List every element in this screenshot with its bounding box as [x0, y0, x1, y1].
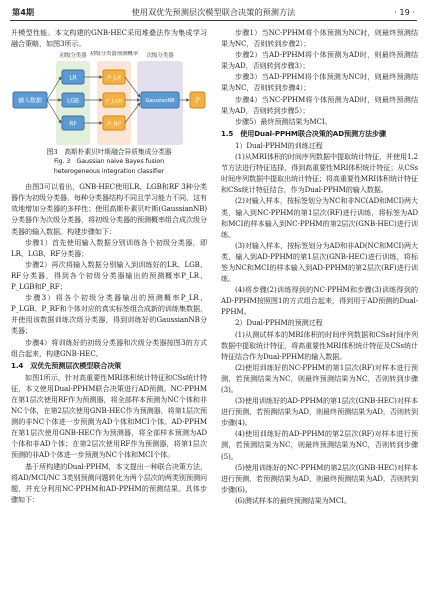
running-title: 使用双优先预测层次模型联合决策的预测方法	[131, 7, 296, 17]
decision-step-2: 步骤2）当AD-PPHM将个体预测为AD时，则最终预测结果为AD，否则转到步骤3）；	[221, 50, 418, 71]
step-3: 步骤3）将各个初级分类器输出的预测概率P_LR、P_LGB、P_RF和个体对应的真实标签组合成新的训练集数据，并使用该数据训练次级分类器，得到训练好的GaussianNB分类器；	[11, 293, 207, 336]
running-header	[12, 7, 415, 21]
decision-step-3: 步骤3）当AD-PPHM将个体预测为NC时，则最终预测结果为NC，否则转到步骤4）；	[221, 72, 418, 93]
plgb-label: P_LGB	[105, 98, 123, 105]
paragraph-fig-desc: 由图3可以看出，GNB-HEC使用LR、LGB和RF 3种分类器作为初级分类器，每种分类器结构不同且学习能力不同，这有效地增加分类器的多样性；使用高斯朴素贝叶斯(GaussianNB)分类器作为次级分类器，将初级分类器的预测概率组合成次级分类器的输入数据。构建步骤如下：	[11, 182, 207, 236]
label-proba: 初级分类器预测概率	[89, 51, 139, 58]
decision-step-1: 步骤1）当NC-PPHM将个体预测为NC时，则最终预测结果为NC，否则转到步骤2）；	[221, 28, 418, 49]
prediction-heading: 2）Dual-PPHM的预测过程	[235, 318, 323, 328]
paragraph-dual-pphm: 如图1所示，针对高重要性MRI体积统计特征和CSs统计特征，本文使用Dual-PPHM联合决策进行AD预测。NC-PPHM在第1层次使用RF作为预测器，将全部样本预测为NC个体和非NC个体，在第2层次使用GNB-HEC作为预测器，将第1层次预测的非NC个体进一步预测为AD个体和MCI个体。AD-PPHM在第1层次使用GNB-HEC作为预测器，将全部样本预测为AD个体和非AD个体；在第2层次使用RF作为预测器，将第1层次预测的非AD个体进一步预测为NC个体和MCI个体。	[11, 372, 207, 460]
step-2: 步骤2）再次将输入数据分别输入到训练好的LR、LGB、RF分类器，得到各个初级分类器输出的预测概率P_LR、P_LGB和P_RF；	[11, 259, 207, 292]
gnb-label: GaussianNB	[145, 98, 175, 105]
issue-number: 第4期	[12, 7, 35, 17]
prediction-step-2: (2)使用训练好的NC-PPHM的第1层次(RF)对样本进行预测，若预测结果为NC，则最终预测结果为NC，否则转到步骤(3)。	[221, 362, 418, 394]
training-heading: 1）Dual-PPHM的训练过程	[235, 140, 323, 150]
lr-label: LR	[69, 74, 77, 82]
prediction-step-6: (6)测试样本的最终预测结果为MCI。	[235, 495, 351, 505]
prf-label: P_RF	[106, 121, 122, 128]
caption-en-1: Fig. 3 Gaussian naive Bayes fusion	[53, 158, 165, 166]
section-1-4-heading: 1.4 双优先预测层次模型联合决策	[11, 360, 122, 370]
rf-label: RF	[69, 120, 77, 128]
right-column	[221, 27, 418, 506]
training-step-2: (2)对输入样本，按标签划分为NC和非NC(AD和MCI)两大类，输入到NC-PPHM的第1层次(RF)进行训练，将标签为AD和MCI的样本输入到NC-PPHM的第2层次(GNB-HEC)进行训练。	[221, 196, 418, 239]
label-primary: 初级分类器	[59, 53, 87, 60]
left-column	[11, 27, 207, 505]
output-p-label: P	[195, 97, 200, 105]
figure-caption	[11, 147, 207, 177]
prediction-step-1: (1)从测试样本的MRI体积的时间序列数据和CSs时间序列数据中提取统计特征，将高重要性MRI体积统计特征及CSs统计特征结合作为Dual-PPHM的输入数据。	[221, 329, 418, 361]
paragraph-joint-decision: 基于所构建的Dual-PPHM，本文提出一种联合决策方法，将AD/MCI/NC 3类别预测问题转化为两个层次的两类别预测问题，并充分利用NC-PPHM和AD-PPHM的预测结果。具体步骤如下：	[11, 461, 207, 504]
section-1-5-heading: 1.5 使用Dual-PPHM联合决策的AD预测方法步骤	[221, 128, 386, 138]
figure-3	[11, 51, 207, 147]
paragraph-intro: 升模型性能。本文构建的GNB-HEC采用堆叠法作为集成学习融合策略，如图3所示。	[11, 28, 207, 49]
input-label: 输入数据	[18, 97, 42, 105]
caption-zh: 图3 高斯朴素贝叶斯融合异质集成分类器	[46, 148, 172, 157]
plr-label: P_LR	[107, 75, 121, 82]
step-4: 步骤4）将训练好的初级分类器和次级分类器按图3的方式组合起来，构建GNB-HEC。	[11, 337, 207, 358]
training-step-1: (1)从MRI体积的时间序列数据中提取统计特征，并使用1.2节方法进行特征选择，得到高重要性MRI体积统计特征；从CSs时间序列数据中提取出统计特征；将高重要性MRI体积统计特征和CSs统计特征结合，作为Dual-PPHM的输入数据。	[221, 152, 418, 195]
label-secondary: 次级分类器	[146, 53, 174, 60]
caption-en-2: heterogeneous integration classifier	[53, 168, 165, 176]
prediction-step-5: (5)使用训练好的NC-PPHM的第2层次(GNB-HEC)对样本进行预测，若预测结果为AD，则最终预测结果为AD，否则转到步骤(6)。	[221, 462, 418, 494]
training-step-3: (3)对输入样本，按标签划分为AD和非AD(NC和MCI)两大类，输入到AD-PPHM的第1层次(GNB-HEC)进行训练，将标签为NC和MCI的样本输入到AD-PPHM的第2层次(RF)进行训练。	[221, 240, 418, 284]
page-number: · 19 ·	[394, 7, 415, 17]
prediction-step-3: (3)使用训练好的AD-PPHM的第1层次(GNB-HEC)对样本进行预测，若预测结果为AD，则最终预测结果为AD，否则转到步骤(4)。	[221, 396, 418, 428]
training-step-4: (4)将步骤(2)训练得到的NC-PPHM和步骤(3)训练得到的AD-PPHM按照图1的方式组合起来，得到用于AD预测的Dual-PPHM。	[221, 285, 418, 317]
decision-step-4: 步骤4）当NC-PPHM将个体预测为AD时，则最终预测结果为AD，否则转到步骤5）；	[221, 94, 418, 115]
step-1: 步骤1）首先使用输入数据分别训练各个初级分类器，即LR、LGB、RF分类器；	[11, 237, 207, 258]
decision-step-5: 步骤5）最终预测结果为MCI。	[235, 116, 332, 126]
prediction-step-4: (4)使用训练好的AD-PPHM的第2层次(RF)对样本进行预测，若预测结果为NC，则最终预测结果为NC，否则转到步骤(5)。	[221, 429, 418, 461]
lgb-label: LGB	[67, 97, 79, 105]
gnb-hec-diagram	[11, 51, 207, 147]
header-rule	[10, 20, 417, 21]
